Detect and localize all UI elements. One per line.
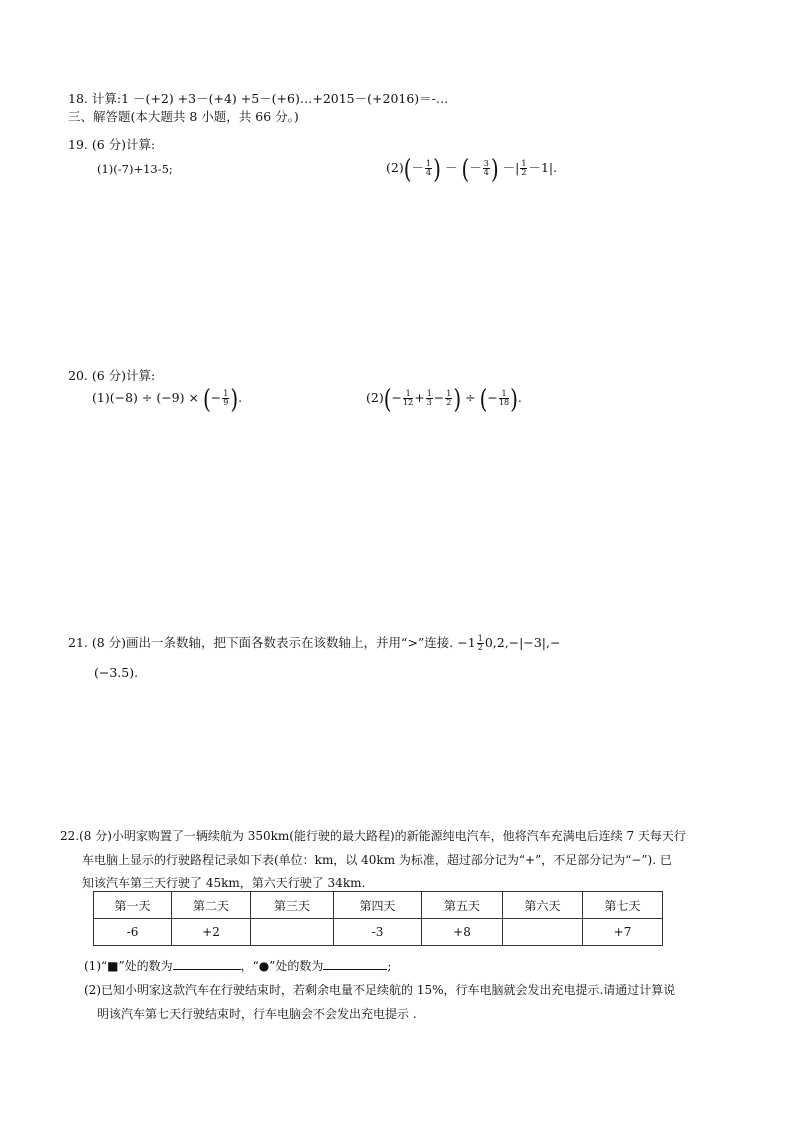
answer-blank-square[interactable] <box>173 957 241 970</box>
q22-sub-1: (1)“■”处的数为 ，“●”处的数为 ; <box>84 959 392 973</box>
q22-sub-2-line-2: 明该汽车第七天行驶结束时，行车电脑会不会发出充电提示 . <box>97 1007 417 1021</box>
question-21: 21. (8 分)画出一条数轴，把下面各数表示在该数轴上，并用“>”连接. −1 $\frac{1}{2}$ 0,2,−|−3|,− <box>68 634 561 652</box>
fraction: $\frac{1}{9}$ <box>223 389 229 407</box>
question-21-line-2: (−3.5). <box>94 665 139 680</box>
question-number: 19. <box>68 137 88 152</box>
question-19-heading <box>68 137 155 153</box>
table-header-cell: 第四天 <box>334 892 422 919</box>
fraction: $\frac{1}{2}$ <box>521 159 527 177</box>
question-18 <box>68 91 448 107</box>
question-text: 计算:1 －(+2) +3－(+4) +5－(+6)…+2015－(+2016)＝-… <box>91 91 449 106</box>
table-header-cell: 第六天 <box>503 892 583 919</box>
fraction: $\frac{1}{3}$ <box>426 389 432 407</box>
table-cell <box>251 919 334 946</box>
question-number: 21. <box>68 635 88 650</box>
question-22-line-3: 知该汽车第三天行驶了 45km，第六天行驶了 34km. <box>82 876 366 890</box>
question-22-line-2: 车电脑上显示的行驶路程记录如下表(单位：km，以 40km 为标准，超过部分记为“+”，不足部分记为“−”). 已 <box>82 853 672 867</box>
fraction: $\frac{1}{2}$ <box>477 634 483 652</box>
table-header-cell: 第五天 <box>422 892 503 919</box>
table-cell: +8 <box>422 919 503 946</box>
question-number: 18. <box>68 91 88 106</box>
q20-part-1: (1)(−8) ÷ (−9) × (− $\frac{1}{9}$ ). <box>92 382 243 415</box>
table-cell: -3 <box>334 919 422 946</box>
answer-blank-circle[interactable] <box>323 957 387 970</box>
question-20-heading <box>68 368 155 384</box>
mileage-table <box>93 891 663 946</box>
question-head: (6 分)计算: <box>91 137 156 152</box>
question-number: 20. <box>68 368 88 383</box>
q20-part-2: (2)(− $\frac{1}{12}$ + $\frac{1}{3}$ − $\frac{1}{2}$ ) ÷ (− $\frac{1}{18}$ ). <box>366 382 522 415</box>
table-header-cell: 第三天 <box>251 892 334 919</box>
table-cell: +7 <box>583 919 663 946</box>
table-row <box>94 919 663 946</box>
question-22-line-1: 22.(8 分)小明家购置了一辆续航为 350km(能行驶的最大路程)的新能源纯电汽车，他将汽车充满电后连续 7 天每天行 <box>60 829 686 843</box>
table-cell: -6 <box>94 919 172 946</box>
section-heading: 三、解答题(本大题共 8 小题，共 66 分。) <box>68 109 299 124</box>
table-cell <box>503 919 583 946</box>
table-header-cell: 第七天 <box>583 892 663 919</box>
question-head: (6 分)计算: <box>91 368 156 383</box>
table-cell: +2 <box>172 919 251 946</box>
question-text: (8 分)画出一条数轴，把下面各数表示在该数轴上，并用“>”连接. <box>91 635 454 650</box>
fraction: $\frac{3}{4}$ <box>483 159 489 177</box>
q19-part-2: (2)(－ $\frac{1}{4}$ ) － (－ $\frac{3}{4}$ ) －| $\frac{1}{2}$ －1|. <box>386 152 558 185</box>
fraction: $\frac{1}{4}$ <box>426 159 432 177</box>
fraction: $\frac{1}{12}$ <box>403 389 414 407</box>
table-header-cell: 第二天 <box>172 892 251 919</box>
q22-sub-2-line-1: (2)已知小明家这款汽车在行驶结束时，若剩余电量不足续航的 15%，行车电脑就会发出充电提示.请通过计算说 <box>84 983 676 997</box>
fraction: $\frac{1}{18}$ <box>498 389 510 407</box>
q19-part-1: (1)(-7)+13-5; <box>97 162 173 176</box>
part-label: (2) <box>386 160 404 175</box>
question-number: 22. <box>60 829 80 843</box>
table-header-cell: 第一天 <box>94 892 172 919</box>
table-header-row <box>94 892 663 919</box>
fraction: $\frac{1}{2}$ <box>446 389 452 407</box>
